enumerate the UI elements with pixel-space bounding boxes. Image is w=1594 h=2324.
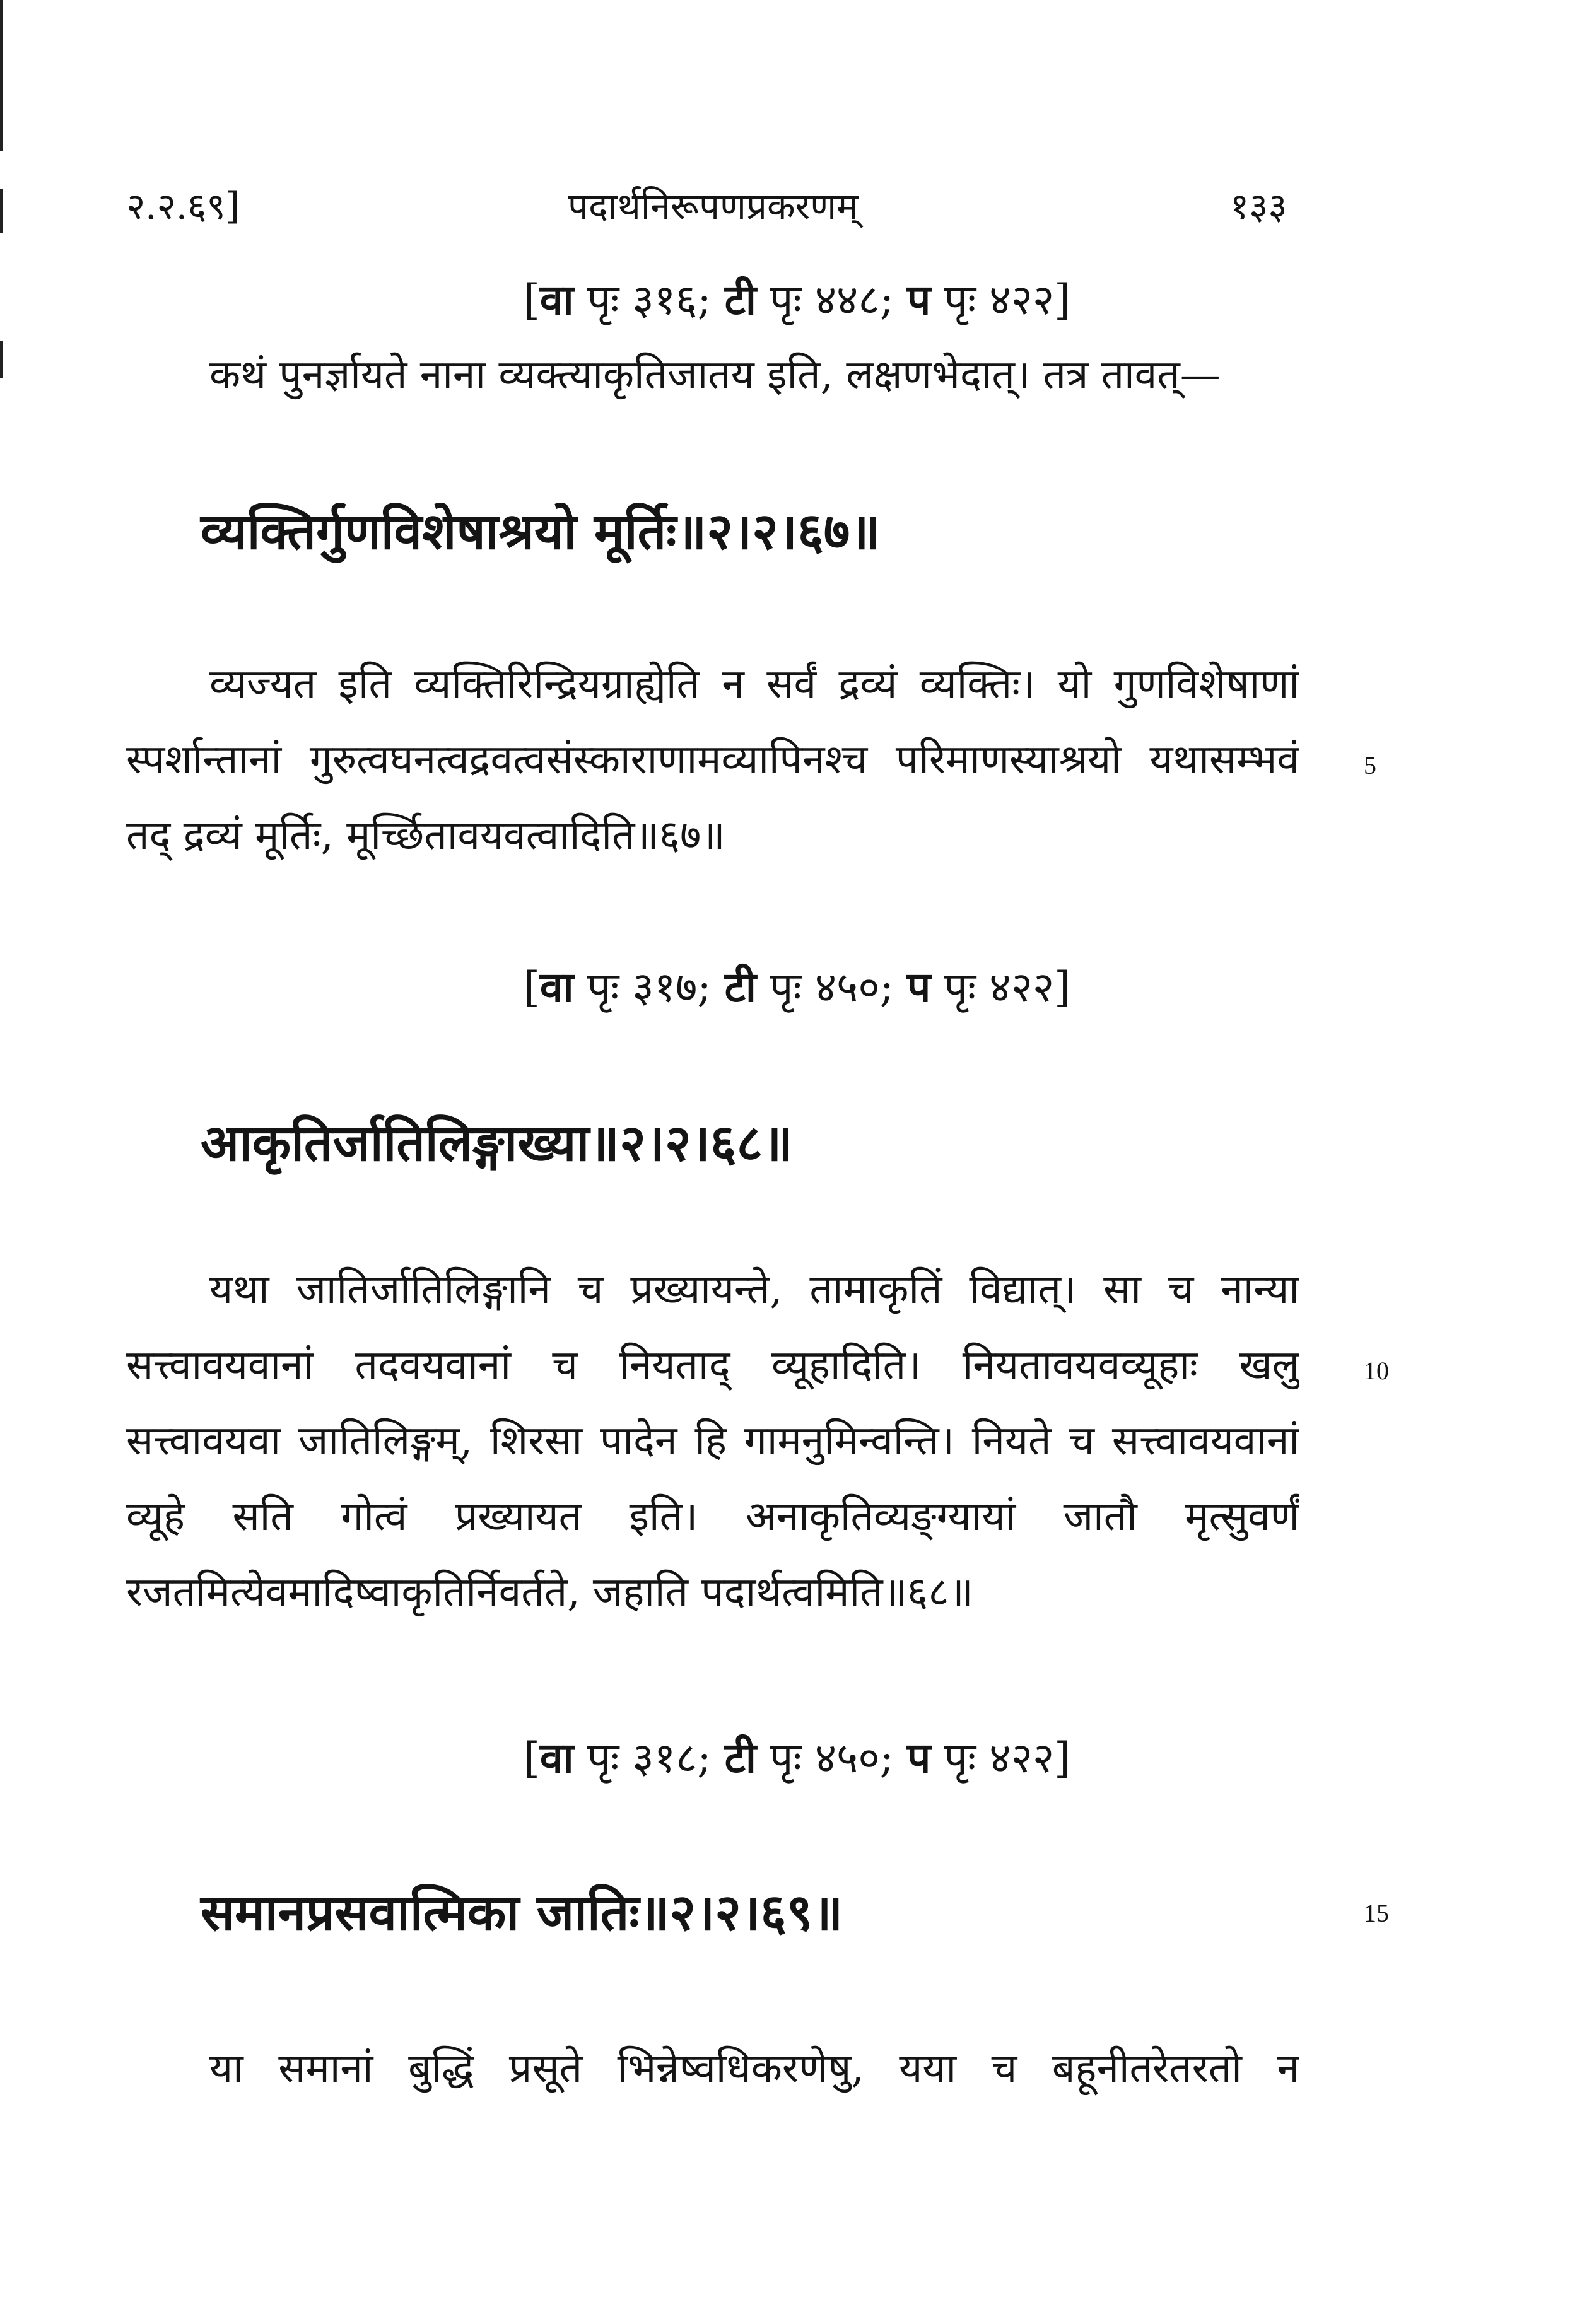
ref-va: वा: [539, 962, 574, 1012]
ref-ti-page: पृः ४५०;: [769, 963, 894, 1012]
line-number: 5: [1364, 751, 1376, 780]
ref-va-page: पृः ३१८;: [587, 1734, 712, 1782]
ref-pa: प: [906, 962, 931, 1012]
scan-edge-mark: [0, 0, 3, 151]
ref-ti: टी: [724, 1733, 756, 1782]
ref-ti-page: पृः ४४८;: [769, 276, 894, 324]
commentary-paragraph: [126, 1252, 1299, 1630]
ref-pa: प: [906, 1733, 931, 1782]
reference-line: [वा पृः ३१७; टी पृः ४५०; प पृः ४२२]: [524, 962, 1070, 1012]
line-number: 10: [1364, 1357, 1389, 1385]
ref-pa-page: पृः ४२२]: [944, 963, 1070, 1012]
header-section-number: २.२.६९]: [126, 185, 240, 228]
ref-ti: टी: [724, 962, 756, 1012]
sutra-heading: आकृतिर्जातिलिङ्गाख्या॥२।२।६८॥: [201, 1113, 794, 1172]
ref-va: वा: [539, 275, 574, 324]
ref-ti-page: पृः ४५०;: [769, 1734, 894, 1782]
ref-pa: प: [906, 275, 931, 324]
header-chapter-title: पदार्थनिरूपणप्रकरणम्: [568, 185, 859, 228]
commentary-paragraph: [126, 2031, 1299, 2106]
ref-va: वा: [539, 1733, 574, 1782]
ref-ti: टी: [724, 275, 756, 324]
ref-pa-page: पृः ४२२]: [944, 276, 1070, 324]
text-line: स्पर्शान्तानां गुरुत्वघनत्वद्रवत्वसंस्काराणामव्यापिनश्च परिमाणस्याश्रयो यथासम्भवं: [126, 737, 1299, 783]
header-page-number: १३३: [1230, 185, 1287, 228]
text-line: यथा जातिर्जातिलिङ्गानि च प्रख्यायन्ते, तामाकृतिं विद्यात्। सा च नान्या: [209, 1266, 1299, 1313]
scan-edge-mark: [0, 189, 3, 233]
intro-line: कथं पुनर्ज्ञायते नाना व्यक्त्याकृतिजातय इति, लक्षणभेदात्। तत्र तावत्—: [209, 352, 1221, 399]
text-line: सत्त्वावयवानां तदवयवानां च नियताद् व्यूहादिति। नियतावयवव्यूहाः खलु: [126, 1342, 1299, 1389]
text-line: व्यज्यत इति व्यक्तिरिन्द्रियग्राह्येति न सर्वं द्रव्यं व्यक्तिः। यो गुणविशेषाणां: [209, 661, 1299, 708]
sutra-heading: समानप्रसवात्मिका जातिः॥२।२।६९॥: [201, 1883, 843, 1942]
text-line: या समानां बुद्धिं प्रसूते भिन्नेष्वधिकरणेषु, यया च बहूनीतरेतरतो न: [209, 2045, 1299, 2092]
text-line: सत्त्वावयवा जातिलिङ्गम्, शिरसा पादेन हि गामनुमिन्वन्ति। नियते च सत्त्वावयवानां: [126, 1418, 1299, 1464]
text-line: रजतमित्येवमादिष्वाकृतिर्निवर्तते, जहाति पदार्थत्वमिति॥६८॥: [126, 1569, 973, 1616]
reference-line: [वा पृः ३१६; टी पृः ४४८; प पृः ४२२]: [524, 275, 1070, 324]
ref-va-page: पृः ३१७;: [587, 963, 712, 1012]
commentary-paragraph: [126, 646, 1299, 873]
scan-edge-mark: [0, 341, 3, 378]
text-line: व्यूहे सति गोत्वं प्रख्यायत इति। अनाकृतिव्यङ्ग्यायां जातौ मृत्सुवर्णं: [126, 1493, 1299, 1540]
line-number: 15: [1364, 1899, 1389, 1927]
ref-pa-page: पृः ४२२]: [944, 1734, 1070, 1782]
ref-va-page: पृः ३१६;: [587, 276, 712, 324]
reference-line: [वा पृः ३१८; टी पृः ४५०; प पृः ४२२]: [524, 1733, 1070, 1782]
text-line: तद् द्रव्यं मूर्तिः, मूर्च्छितावयवत्वादिति॥६७॥: [126, 812, 725, 859]
sutra-heading: व्यक्तिर्गुणविशेषाश्रयो मूर्तिः॥२।२।६७॥: [201, 501, 881, 561]
